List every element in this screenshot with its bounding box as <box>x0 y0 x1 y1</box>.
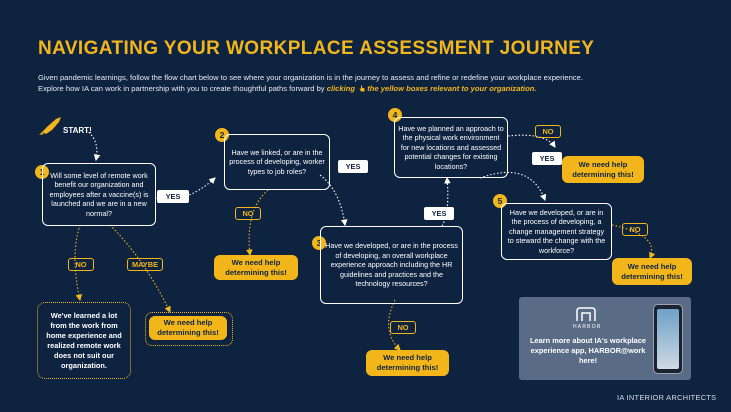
intro-line-2: Explore how IA can work in partnership with you to create thoughtful paths forward by <box>38 84 325 93</box>
help-button-maybe[interactable] <box>149 316 227 340</box>
question-text-1: Will some level of remote work benefit our organization and employees after a vaccine(s) is launched and we are in a new normal? <box>49 170 149 218</box>
help-button-step-3-label: We need help determining this! <box>376 353 439 372</box>
question-text-2: Have we linked, or are in the process of developing, worker types to job roles? <box>229 147 325 176</box>
help-button-step-3[interactable] <box>366 350 449 376</box>
help-button-step-4-label: We need help determining this! <box>572 159 634 179</box>
help-button-step-2-label: We need help determining this! <box>225 257 287 277</box>
question-text-5: Have we developed, or are in the process of developing, a change management strategy to steward the change with the workforce? <box>507 207 606 255</box>
step-number-1: 1 <box>35 165 49 179</box>
intro-highlight-clicking: clicking <box>326 84 356 93</box>
start-label: START! <box>63 126 92 135</box>
yes-label-2: YES <box>338 160 368 173</box>
step-number-2: 2 <box>215 128 229 142</box>
question-box-4 <box>394 117 508 178</box>
connector-2-no <box>249 190 268 255</box>
yes-label-3: YES <box>424 207 454 220</box>
harbor-brand-text: HARBOR <box>573 324 602 330</box>
footer-brand: IA INTERIOR ARCHITECTS <box>617 393 717 402</box>
intro-highlight-yellow-boxes: the yellow boxes relevant to your organization. <box>367 84 537 93</box>
question-box-3 <box>320 226 463 304</box>
help-button-step-2[interactable] <box>214 255 298 280</box>
no-label-5: NO <box>622 223 648 236</box>
harbor-link-text[interactable]: Learn more about IA's workplace experience app, HARBOR@work here! <box>530 336 646 365</box>
no-label-2: NO <box>235 207 261 220</box>
question-text-4: Have we planned an approach to the physical work environment for new locations and assessed potential changes for existing locations? <box>398 123 504 171</box>
no-outcome-note <box>37 302 131 379</box>
phone-mockup-icon <box>653 304 683 374</box>
step-number-5: 5 <box>493 194 507 208</box>
page-title: NAVIGATING YOUR WORKPLACE ASSESSMENT JOURNEY <box>38 38 595 59</box>
question-box-1 <box>42 163 156 226</box>
rocket-icon <box>38 116 64 136</box>
no-outcome-text: We've learned a lot from the work from home experience and realized remote work does not suit our organization. <box>46 310 122 370</box>
maybe-label-1: MAYBE <box>127 258 163 271</box>
step-number-3: 3 <box>312 236 326 250</box>
no-label-3: NO <box>390 321 416 334</box>
yes-label-4: YES <box>532 152 562 165</box>
yes-label-1: YES <box>157 190 189 203</box>
step-number-4: 4 <box>388 108 402 122</box>
phone-screen <box>657 309 679 369</box>
help-button-maybe-label: We need help determining this! <box>157 318 219 337</box>
no-label-1: NO <box>68 258 94 271</box>
question-text-3: Have we developed, or are in the process of developing, an overall workplace experience approach including the HR guidelines and practices and the technology resources? <box>325 241 458 289</box>
help-button-step-4[interactable] <box>562 156 644 183</box>
help-button-step-5[interactable] <box>612 258 692 285</box>
question-box-2 <box>224 134 330 190</box>
no-label-4: NO <box>535 125 561 138</box>
question-box-5 <box>501 203 612 260</box>
help-button-step-5-label: We need help determining this! <box>621 261 683 281</box>
harbor-logo-icon <box>575 306 597 322</box>
intro-line-1: Given pandemic learnings, follow the flow chart below to see where your organization is in the journey to assess and refine or redefine your workplace experience. <box>38 73 583 82</box>
